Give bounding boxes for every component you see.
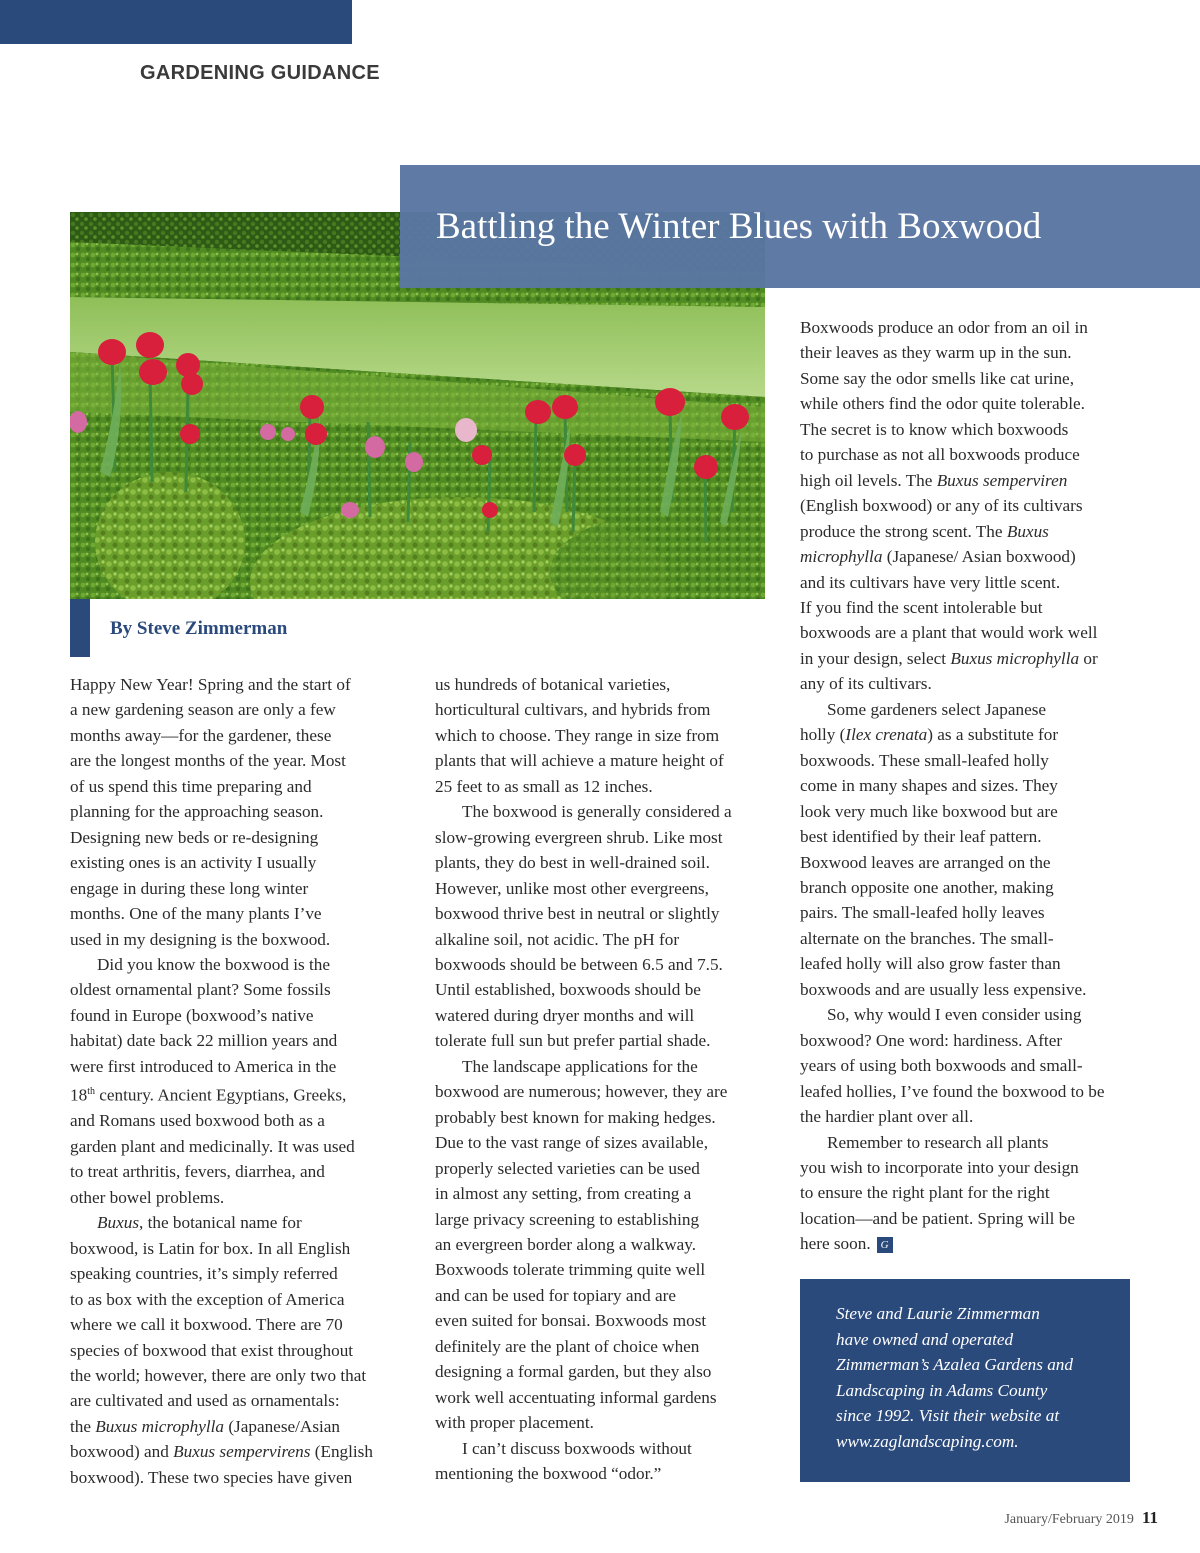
text-segment: Until established, boxwoods should be [435,980,701,1000]
text-segment: (English boxwood) or any of its cultivars [800,496,1083,516]
text-segment: definitely are the plant of choice when [435,1336,700,1356]
text-segment: of us spend this time preparing and [70,776,312,796]
text-segment: branch opposite one another, making [800,877,1054,897]
text-segment: the world; however, there are only two that [70,1365,367,1385]
text-segment: However, unlike most other evergreens, [435,878,709,898]
text-line [435,1232,732,1257]
text-line [435,1257,732,1282]
text-segment: in almost any setting, from creating a [435,1184,692,1204]
text-line [70,774,373,799]
text-segment: where we call it boxwood. There are 70 [70,1315,343,1335]
italic-term: Buxus microphylla [950,648,1080,668]
text-line [70,1210,373,1235]
text-segment: planning for the approaching season. [70,802,324,822]
text-line [70,1312,373,1337]
text-line [70,850,373,875]
text-segment: months away—for the gardener, these [70,725,332,745]
article-column-2 [435,672,732,1487]
text-segment: here soon. [800,1234,871,1254]
text-segment: boxwood thrive best in neutral or slightly [435,904,720,924]
text-segment: an evergreen border along a walkway. [435,1234,697,1254]
text-segment: I can’t discuss boxwoods without [462,1438,692,1458]
text-segment: while others find the odor quite tolerable. [800,394,1085,414]
text-segment: watered during dryer months and will [435,1005,695,1025]
text-segment: the hardier plant over all. [800,1107,974,1127]
text-line [70,1465,373,1490]
text-segment: a new gardening season are only a few [70,700,336,720]
text-line [435,1054,732,1079]
text-line [435,1003,732,1028]
text-line [435,1105,732,1130]
text-line [800,697,1105,722]
text-line [800,977,1105,1002]
text-line [435,1207,732,1232]
text-line [435,799,732,824]
text-segment: mentioning the boxwood “odor.” [435,1464,662,1484]
text-segment: to ensure the right plant for the right [800,1183,1050,1203]
text-line [800,1002,1105,1027]
text-segment: speaking countries, it’s simply referred [70,1264,338,1284]
text-line [435,1283,732,1308]
text-segment: Due to the vast range of sizes available, [435,1133,708,1153]
text-line [800,340,1105,365]
text-line [800,493,1105,518]
text-line [70,799,373,824]
text-line [800,1180,1105,1205]
text-segment: the [70,1416,96,1436]
text-segment: So, why would I even consider using [827,1005,1082,1025]
text-line [435,901,732,926]
text-segment: found in Europe (boxwood’s native [70,1005,314,1025]
text-line [435,952,732,977]
g-logo-icon: G [877,1237,893,1253]
text-line [70,927,373,952]
text-line [70,1363,373,1388]
text-segment: Happy New Year! Spring and the start of [70,675,351,694]
article-title: Battling the Winter Blues with Boxwood [436,206,1042,247]
italic-term: Buxus sempervirens [173,1442,311,1462]
text-line [70,1287,373,1312]
text-line [70,1028,373,1053]
text-segment: engage in during these long winter [70,878,309,898]
text-segment: and can be used for topiary and are [435,1285,676,1305]
text-line [70,1134,373,1159]
text-segment: holly ( [800,725,846,745]
text-segment: The landscape applications for the [462,1056,698,1076]
text-line [70,1185,373,1210]
text-line [70,825,373,850]
text-segment: Boxwoods tolerate trimming quite well [435,1260,706,1280]
text-segment: Remember to research all plants [827,1132,1049,1152]
text-segment: species of boxwood that exist throughout [70,1340,354,1360]
italic-term: Buxus semperviren [936,470,1068,490]
section-label: GARDENING GUIDANCE [140,62,380,84]
text-line [70,1003,373,1028]
text-line [800,850,1105,875]
text-line [800,1028,1105,1053]
text-segment: properly selected varieties can be used [435,1158,700,1178]
text-segment: boxwoods are a plant that would work well [800,623,1098,643]
bio-line: www.zaglandscaping.com. [836,1431,1019,1451]
text-segment: Some gardeners select Japanese [827,699,1047,719]
bio-line: Steve and Laurie Zimmerman [836,1304,1040,1323]
text-line [70,1261,373,1286]
text-line [435,697,732,722]
text-line [70,977,373,1002]
text-segment: , the botanical name for [139,1213,302,1233]
text-segment: The boxwood is generally considered a [462,802,732,822]
text-segment: alternate on the branches. The small- [800,928,1054,948]
text-segment: pairs. The small-leafed holly leaves [800,903,1045,923]
text-line [800,900,1105,925]
text-line [435,1308,732,1333]
text-segment: boxwood, is Latin for box. In all English [70,1238,351,1258]
text-segment: are cultivated and used as ornamentals: [70,1391,340,1411]
text-line [800,595,1105,620]
text-line [800,391,1105,416]
text-segment: tolerate full sun but prefer partial shade. [435,1031,711,1051]
text-line [800,1053,1105,1078]
text-line [70,723,373,748]
text-line [70,1236,373,1261]
text-segment: location—and be patient. Spring will be [800,1208,1075,1228]
text-line [70,1159,373,1184]
text-segment: best identified by their leaf pattern. [800,827,1042,847]
text-segment: to purchase as not all boxwoods produce [800,445,1080,465]
text-segment: years of using both boxwoods and small- [800,1056,1083,1076]
text-segment: come in many shapes and sizes. They [800,776,1058,796]
text-segment: high oil levels. The [800,470,937,490]
text-segment: look very much like boxwood but are [800,801,1058,821]
text-segment: plants that will achieve a mature height of [435,751,724,771]
text-line [435,1461,732,1486]
text-segment: with proper placement. [435,1413,594,1433]
text-line [800,1104,1105,1129]
text-line [800,417,1105,442]
text-segment: If you find the scent intolerable but [800,597,1043,617]
text-line [800,1079,1105,1104]
text-segment: garden plant and medicinally. It was used [70,1136,355,1156]
bio-line: Landscaping in Adams County [836,1380,1048,1400]
text-line [435,1334,732,1359]
text-segment: work well accentuating informal gardens [435,1387,717,1407]
text-segment: The secret is to know which boxwoods [800,419,1069,439]
text-segment: century. Ancient Egyptians, Greeks, [94,1085,347,1105]
text-line [70,748,373,773]
text-line [435,1028,732,1053]
text-segment: Did you know the boxwood is the [97,954,330,974]
text-line [800,824,1105,849]
text-line [70,1054,373,1079]
text-line [70,952,373,977]
page-number: 11 [1141,1508,1158,1527]
text-line [800,722,1105,747]
italic-term: Ilex crenata [845,725,928,745]
text-segment: large privacy screening to establishing [435,1209,700,1229]
article-column-1 [70,672,373,1490]
text-segment: oldest ornamental plant? Some fossils [70,980,331,1000]
text-line [435,1181,732,1206]
text-segment: (Japanese/Asian [224,1416,341,1436]
text-line [800,646,1105,671]
text-line [800,570,1105,595]
text-line [70,1439,373,1464]
article-column-3 [800,315,1105,1257]
text-line [435,1385,732,1410]
text-segment: or [1079,648,1098,668]
text-line [435,825,732,850]
text-line [435,1410,732,1435]
page-footer [1004,1508,1158,1528]
text-line [435,748,732,773]
text-line [435,1079,732,1104]
bio-line: have owned and operated [836,1329,1014,1349]
text-segment: habitat) date back 22 million years and [70,1031,338,1051]
text-line [800,315,1105,340]
text-segment: 18 [70,1085,88,1105]
text-segment: boxwoods and are usually less expensive. [800,979,1087,999]
text-segment: used in my designing is the boxwood. [70,929,331,949]
author-bio-text [836,1301,1073,1454]
text-segment: boxwood). These two species have given [70,1467,353,1487]
text-segment: (English [310,1442,373,1462]
text-segment: us hundreds of botanical varieties, [435,675,671,694]
byline: By Steve Zimmerman [110,618,288,639]
italic-term: Buxus [97,1213,140,1233]
text-line [800,748,1105,773]
text-line [800,544,1105,569]
text-segment: boxwood) and [70,1442,174,1462]
byline-accent-bar [70,599,90,657]
text-segment: months. One of the many plants I’ve [70,904,322,924]
text-line [435,1359,732,1384]
text-segment: horticultural cultivars, and hybrids from [435,700,711,720]
text-line [800,519,1105,544]
text-segment: (Japanese/ Asian boxwood) [882,547,1076,567]
text-line [800,1155,1105,1180]
text-segment: Some say the odor smells like cat urine, [800,368,1074,388]
text-segment: in your design, select [800,648,951,668]
text-segment: 25 feet to as small as 12 inches. [435,776,653,796]
text-segment: existing ones is an activity I usually [70,853,317,873]
top-accent-bar [0,0,352,44]
text-segment: and its cultivars have very little scent. [800,572,1061,592]
text-segment: ) as a substitute for [927,725,1059,745]
text-segment: leafed hollies, I’ve found the boxwood to be [800,1081,1105,1101]
text-line [70,672,373,697]
text-line [800,468,1105,493]
text-line [435,927,732,952]
text-segment: other bowel problems. [70,1187,225,1207]
text-line [800,1231,1105,1256]
text-line [800,875,1105,900]
text-line [800,442,1105,467]
text-segment: boxwoods. These small-leafed holly [800,750,1049,770]
text-line [70,901,373,926]
text-segment: plants, they do best in well-drained soil. [435,853,710,873]
text-segment: slow-growing evergreen shrub. Like most [435,827,723,847]
text-line [800,951,1105,976]
text-line [800,773,1105,798]
text-line [435,876,732,901]
text-segment: are the longest months of the year. Most [70,751,346,771]
text-line [435,774,732,799]
italic-term: Buxus [1006,521,1049,541]
text-segment: Designing new beds or re-designing [70,827,319,847]
text-segment: leafed holly will also grow faster than [800,954,1061,974]
text-line [435,850,732,875]
text-segment: alkaline soil, not acidic. The pH for [435,929,680,949]
text-segment: boxwood? One word: hardiness. After [800,1030,1063,1050]
text-segment: to as box with the exception of America [70,1289,345,1309]
text-segment: were first introduced to America in the [70,1056,337,1076]
text-segment: you wish to incorporate into your design [800,1157,1079,1177]
text-segment: even suited for bonsai. Boxwoods most [435,1311,707,1331]
author-bio-box [800,1279,1130,1482]
issue-date: January/February 2019 [1004,1512,1134,1527]
text-line [800,671,1105,696]
text-segment: boxwoods should be between 6.5 and 7.5. [435,954,723,974]
text-segment: and Romans used boxwood both as a [70,1111,325,1131]
bio-line: Zimmerman’s Azalea Gardens and [836,1355,1073,1374]
text-segment: Boxwoods produce an odor from an oil in [800,318,1088,337]
text-segment: any of its cultivars. [800,674,932,694]
text-line [435,723,732,748]
text-line [435,672,732,697]
text-segment: their leaves as they warm up in the sun. [800,343,1072,363]
text-line [435,1436,732,1461]
text-line [70,876,373,901]
text-line [70,1414,373,1439]
text-segment: to treat arthritis, fevers, diarrhea, and [70,1162,325,1182]
superscript: th [87,1086,95,1098]
text-line [70,1338,373,1363]
text-segment: Boxwood leaves are arranged on the [800,852,1051,872]
text-segment: which to choose. They range in size from [435,725,720,745]
text-line [800,1130,1105,1155]
text-line [800,1206,1105,1231]
text-line [435,1130,732,1155]
text-line [70,1388,373,1413]
italic-term: Buxus microphylla [95,1416,225,1436]
text-segment: boxwood are numerous; however, they are [435,1082,728,1102]
bio-line: since 1992. Visit their website at [836,1406,1060,1425]
italic-term: microphylla [800,547,883,567]
text-line [435,977,732,1002]
text-line [70,1108,373,1133]
text-line [70,1079,373,1108]
text-line [800,620,1105,645]
text-line [70,697,373,722]
text-segment: produce the strong scent. The [800,521,1007,541]
text-line [800,799,1105,824]
text-segment: designing a formal garden, but they also [435,1362,712,1382]
text-line [800,366,1105,391]
text-line [800,926,1105,951]
text-segment: probably best known for making hedges. [435,1107,716,1127]
text-line [435,1156,732,1181]
